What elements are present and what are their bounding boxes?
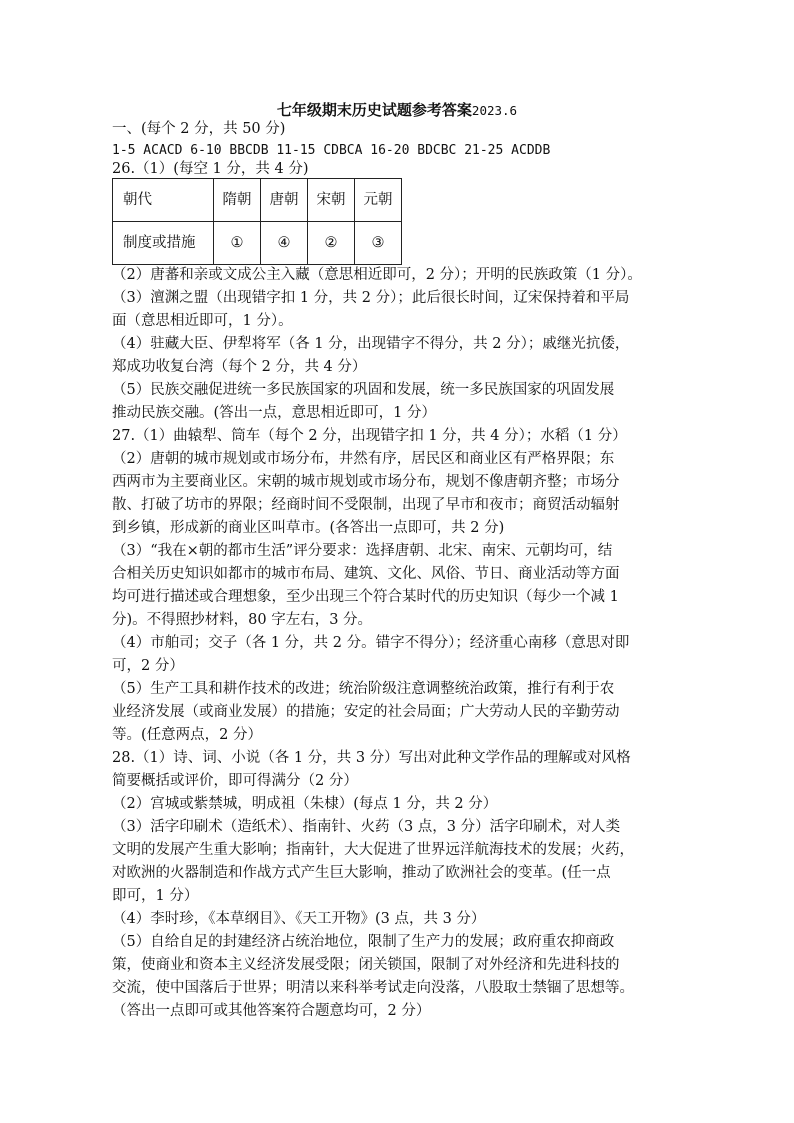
table-cell: ② <box>308 222 355 265</box>
answer-line: 等。(任意两点，2 分） <box>112 727 262 743</box>
answer-line: 业经济发展（或商业发展）的措施；安定的社会局面；广大劳动人民的辛勤劳动 <box>112 704 620 720</box>
answer-line: （3）活字印刷术（造纸术）、指南针、火药（3 点，3 分）活字印刷术，对人类 <box>112 819 621 835</box>
table-row <box>113 222 402 265</box>
table-cell: ③ <box>355 222 402 265</box>
answer-line: 简要概括或评价，即可得满分（2 分） <box>112 773 358 789</box>
answer-line: 西两市为主要商业区。宋朝的城市规划或市场分布，规划不像唐朝齐整；市场分 <box>112 474 620 490</box>
q26-answers <box>112 264 712 425</box>
table-cell: 制度或措施 <box>113 222 214 265</box>
answer-line: 文明的发展产生重大影响；指南针，大大促进了世界远洋航海技术的发展；火药， <box>112 842 634 858</box>
answer-line: （2）唐朝的城市规划或市场分布，井然有序，居民区和商业区有严格界限；东 <box>112 451 615 467</box>
answer-line: 策，使商业和资本主义经济发展受限；闭关锁国，限制了对外经济和先进科技的 <box>112 957 620 973</box>
answer-line: 27.（1）曲辕犁、筒车（每个 2 分，出现错字扣 1 分，共 4 分）；水稻（1 分） <box>112 428 627 444</box>
table-cell: 宋朝 <box>308 179 355 222</box>
title-main: 七年级期末历史试题参考答案 <box>276 101 472 119</box>
answer-line: （答出一点即可或其他答案符合题意均可，2 分） <box>112 1003 431 1019</box>
answer-line: （5）自给自足的封建经济占统治地位，限制了生产力的发展；政府重农抑商政 <box>112 934 615 950</box>
answer-line: 分)。不得照抄材料，80 字左右，3 分。 <box>112 612 373 628</box>
q26-head: 26.（1）(每空 1 分，共 4 分) <box>112 161 309 177</box>
answer-line: 推动民族交融。(答出一点，意思相近即可，1 分） <box>112 405 436 421</box>
answer-line: 均可进行描述或合理想象，至少出现三个符合某时代的历史知识（每少一个减 1 <box>112 589 619 605</box>
table-cell: 隋朝 <box>214 179 261 222</box>
answer-line: 可，2 分） <box>112 658 184 674</box>
answer-line: 面（意思相近即可，1 分）。 <box>112 313 293 329</box>
table-row <box>113 179 402 222</box>
answer-line: （2）唐蕃和亲或文成公主入藏（意思相近即可，2 分）；开明的民族政策（1 分）。 <box>112 267 642 283</box>
q28-answers <box>112 747 712 1023</box>
table-cell: 唐朝 <box>261 179 308 222</box>
answer-line: （4）市舶司；交子（各 1 分，共 2 分。错字不得分）；经济重心南移（意思对即 <box>112 635 630 651</box>
table-cell: ④ <box>261 222 308 265</box>
answer-line: 合相关历史知识如都市的城市布局、建筑、文化、风俗、节日、商业活动等方面 <box>112 566 620 582</box>
section1-answers: 1-5 ACACD 6-10 BBCDB 11-15 CDBCA 16-20 BDCBC 21-25 ACDDB <box>112 143 551 158</box>
answer-line: （4）李时珍，《本草纲目》、《天工开物》(3 点，共 3 分） <box>112 911 486 927</box>
title-year: 2023.6 <box>471 103 518 118</box>
answer-line: （4）驻藏大臣、伊犁将军（各 1 分，出现错字不得分，共 2 分）；戚继光抗倭， <box>112 336 630 352</box>
answer-line: （5）生产工具和耕作技术的改进；统治阶级注意调整统治政策，推行有利于农 <box>112 681 615 697</box>
answer-line: （2）宫城或紫禁城，明成祖（朱棣）(每点 1 分，共 2 分） <box>112 796 498 812</box>
dynasty-table <box>112 178 402 265</box>
answer-line: （3）澶渊之盟（出现错字扣 1 分，共 2 分）；此后很长时间，辽宋保持着和平局 <box>112 290 630 306</box>
table-cell: ① <box>214 222 261 265</box>
answer-line: 28.（1）诗、词、小说（各 1 分，共 3 分）写出对此种文学作品的理解或对风格 <box>112 750 631 766</box>
answer-line: 对欧洲的火器制造和作战方式产生巨大影响，推动了欧洲社会的变革。(任一点 <box>112 865 611 881</box>
answer-line: （3）“我在×朝的都市生活”评分要求：选择唐朝、北宋、南宋、元朝均可，结 <box>112 543 613 559</box>
table-cell: 朝代 <box>113 179 214 222</box>
q27-answers <box>112 425 712 747</box>
answer-line: 到乡镇，形成新的商业区叫草市。(各答出一点即可，共 2 分) <box>112 520 505 536</box>
answer-line: 散、打破了坊市的界限；经商时间不受限制，出现了早市和夜市；商贸活动辐射 <box>112 497 620 513</box>
section1-heading: 一、(每个 2 分，共 50 分) <box>112 121 286 137</box>
answer-line: 郑成功收复台湾（每个 2 分，共 4 分） <box>112 359 367 375</box>
answer-line: 即可，1 分） <box>112 888 199 904</box>
answer-line: 交流，使中国落后于世界；明清以来科举考试走向没落，八股取士禁锢了思想等。 <box>112 980 634 996</box>
table-cell: 元朝 <box>355 179 402 222</box>
answer-line: （5）民族交融促进统一多民族国家的巩固和发展，统一多民族国家的巩固发展 <box>112 382 615 398</box>
